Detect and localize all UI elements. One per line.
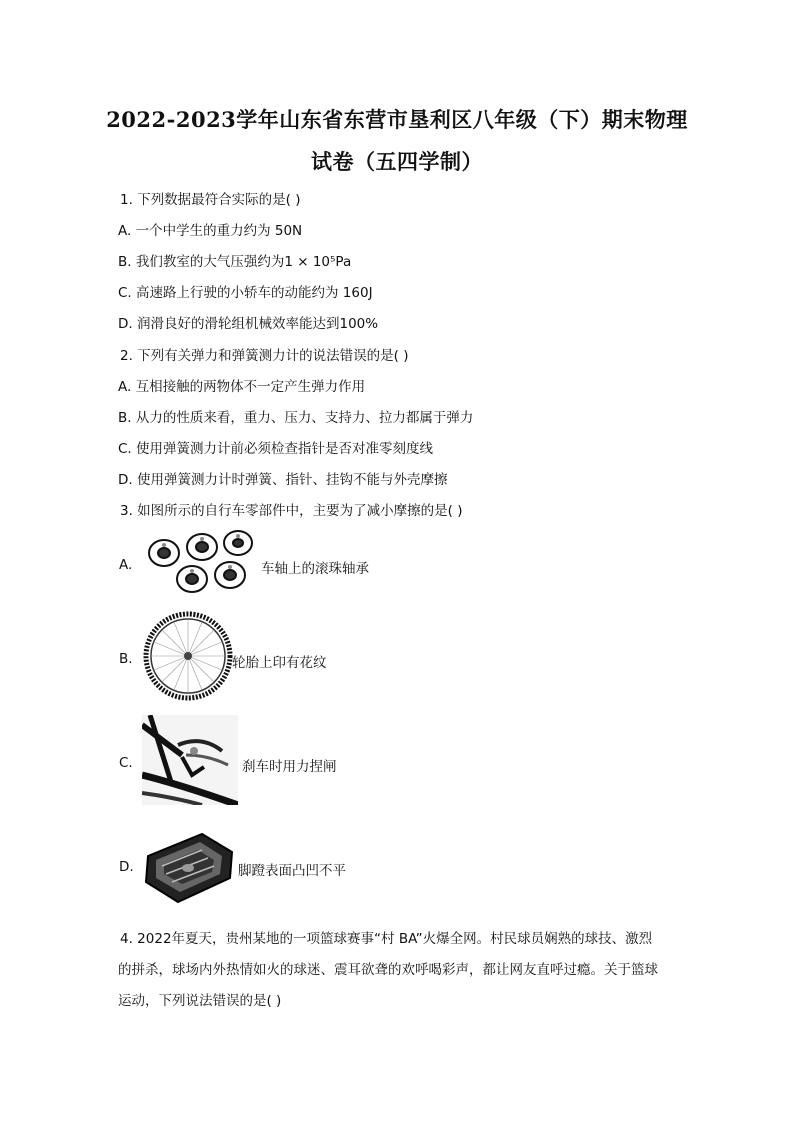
q3-stem: 3. 如图所示的自行车零部件中，主要为了减小摩擦的是( ): [120, 503, 463, 519]
bicycle-brake-image: [142, 715, 238, 805]
q3-option-b-text: 轮胎上印有花纹: [232, 655, 327, 671]
q1-option-c: C. 高速路上行驶的小轿车的动能约为 160J: [118, 285, 373, 301]
q2-option-a: A. 互相接触的两物体不一定产生弹力作用: [118, 379, 366, 395]
q3-option-b-label: B.: [119, 651, 133, 667]
bicycle-tire-image: [142, 609, 234, 703]
q4-stem-line2: 的拼杀，球场内外热情如火的球迷、震耳欲聋的欢呼喝彩声，都让网友直呼过瘾。关于篮球: [118, 962, 658, 978]
q4-stem-line1: 4. 2022年夏天，贵州某地的一项篮球赛事“村 BA”火爆全网。村民球员娴熟的球技、激烈: [120, 931, 653, 947]
q1-option-a: A. 一个中学生的重力约为 50N: [118, 223, 303, 239]
q1-option-d: D. 润滑良好的滑轮组机械效率能达到100%: [118, 316, 379, 332]
q2-option-c: C. 使用弹簧测力计前必须检查指针是否对准零刻度线: [118, 441, 434, 457]
q3-option-a-text: 车轴上的滚珠轴承: [261, 561, 369, 577]
q2-option-d: D. 使用弹簧测力计时弹簧、指针、挂钩不能与外壳摩擦: [118, 472, 448, 488]
exam-title-line2: 试卷（五四学制）: [311, 149, 483, 174]
ball-bearings-image: [142, 527, 256, 601]
q2-option-b: B. 从力的性质来看，重力、压力、支持力、拉力都属于弹力: [118, 410, 474, 426]
q3-option-a-label: A.: [119, 557, 133, 573]
q3-option-d-label: D.: [119, 859, 134, 875]
q4-stem-line3: 运动，下列说法错误的是( ): [118, 993, 282, 1009]
q2-stem: 2. 下列有关弹力和弹簧测力计的说法错误的是( ): [120, 348, 409, 364]
exam-title-line1: 2022-2023学年山东省东营市垦利区八年级（下）期末物理: [106, 107, 688, 132]
q1-option-b: B. 我们教室的大气压强约为1 × 10⁵Pa: [118, 254, 352, 270]
q1-stem: 1. 下列数据最符合实际的是( ): [120, 192, 301, 208]
q3-option-c-label: C.: [119, 755, 133, 771]
bicycle-pedal-image: [142, 826, 236, 906]
q3-option-c-text: 刹车时用力捏闸: [242, 759, 337, 775]
q3-option-d-text: 脚蹬表面凸凹不平: [238, 863, 346, 879]
